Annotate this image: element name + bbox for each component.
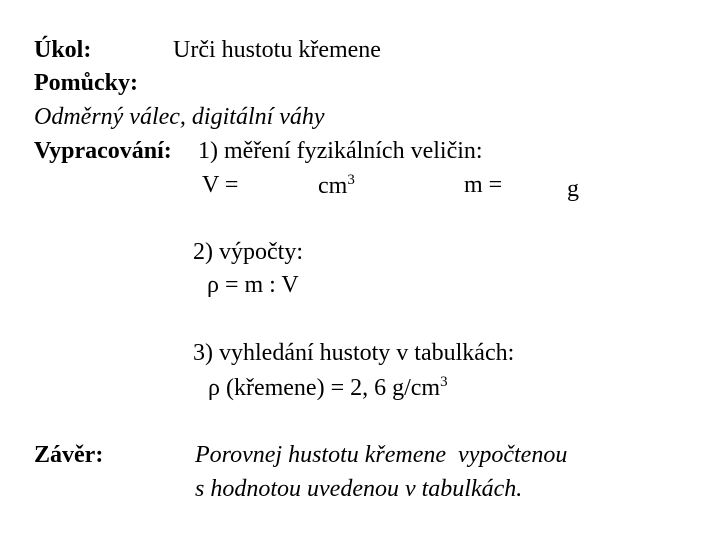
procedure-label: Vypracování: xyxy=(34,138,172,164)
conclusion-line-2: s hodnotou uvedenou v tabulkách. xyxy=(195,476,523,502)
conclusion-label: Závěr: xyxy=(34,442,104,468)
step3-title: 3) vyhledání hustoty v tabulkách: xyxy=(193,340,515,366)
step2-title: 2) výpočty: xyxy=(193,239,303,265)
task-label: Úkol: xyxy=(34,37,92,63)
tools-text: Odměrný válec, digitální váhy xyxy=(34,104,325,130)
conclusion-line-1: Porovnej hustotu křemene vypočtenou xyxy=(195,442,568,468)
task-text: Urči hustotu křemene xyxy=(173,37,381,63)
volume-symbol: V = xyxy=(202,172,239,198)
volume-unit: $cm^3$ xyxy=(318,172,355,199)
mass-symbol: m = xyxy=(464,172,503,198)
tools-label: Pomůcky: xyxy=(34,70,138,96)
step1-title: 1) měření fyzikálních veličin: xyxy=(198,138,483,164)
table-density-value: ρ (křemene) = 2, 6 $g/cm^3$ xyxy=(208,374,448,401)
mass-unit: g xyxy=(567,176,579,202)
density-formula: ρ = m : V xyxy=(207,272,299,298)
